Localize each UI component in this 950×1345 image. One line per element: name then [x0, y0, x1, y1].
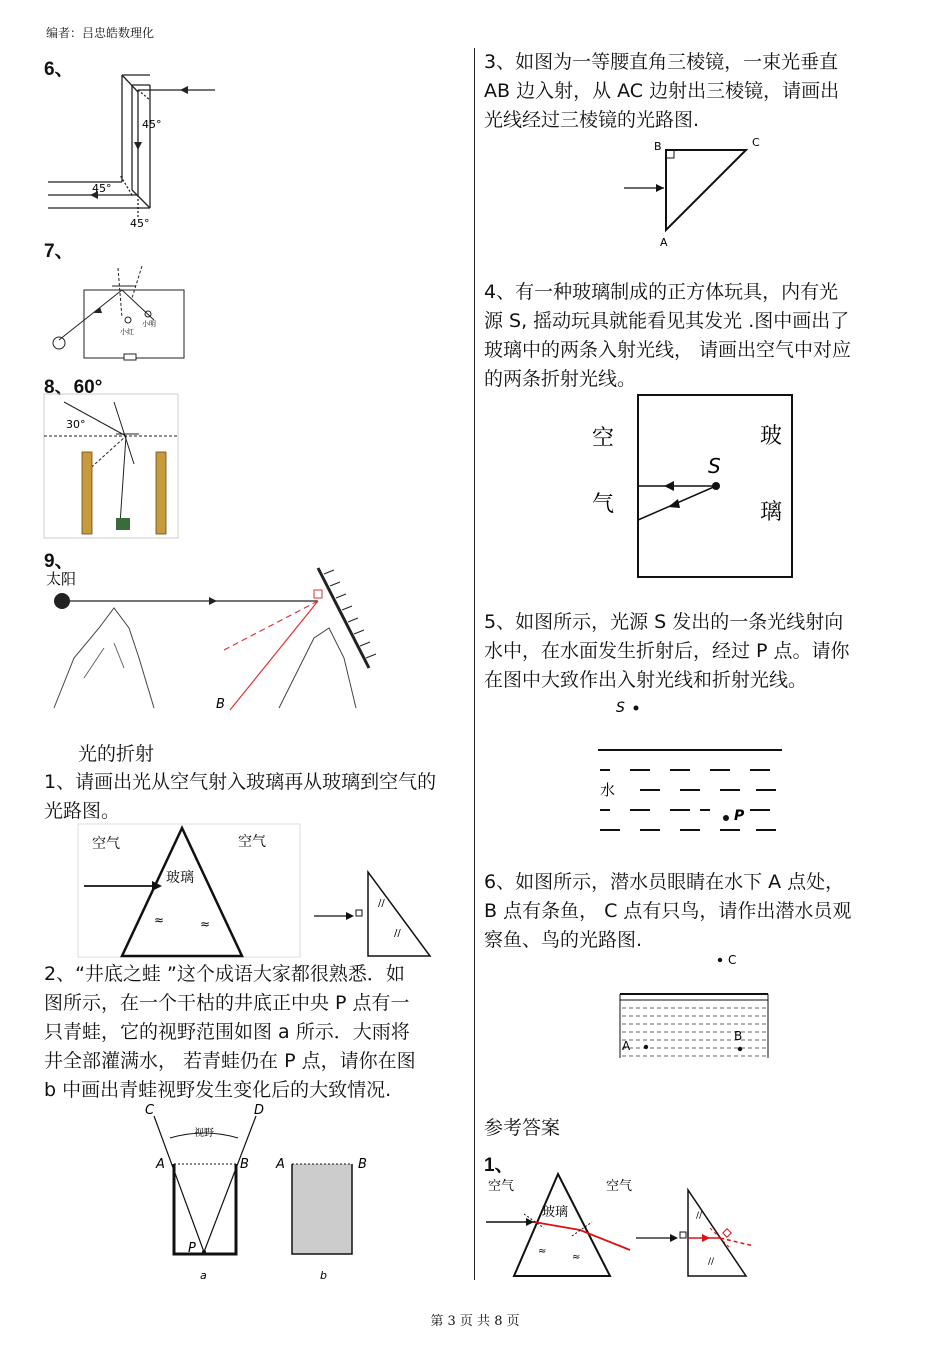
svg-text:≈: ≈ [538, 1246, 547, 1257]
r2-fig-b: b [320, 1269, 327, 1282]
r1-text: 1、请画出光从空气射入玻璃再从玻璃到空气的光路图。 [44, 771, 437, 822]
q9-figure [44, 568, 384, 713]
q7-number: 7、 [44, 241, 74, 262]
r1-glass: 玻璃 [166, 870, 194, 886]
r1-question [44, 768, 439, 826]
answer-air-right: 空气 [606, 1179, 633, 1194]
r3-question [484, 48, 914, 135]
svg-text:≈: ≈ [572, 1252, 581, 1263]
r3-line-2: AB 边入射，从 AC 边射出三棱镜，请画出 [484, 80, 840, 102]
r6-line-1: 6、如图所示，潜水员眼睛在水下 A 点处， [484, 871, 845, 893]
q9-sun-label: 太阳 [46, 570, 77, 588]
q9-point-b: B [216, 697, 225, 712]
column-divider [474, 48, 475, 1280]
answer-glass: 玻璃 [542, 1205, 569, 1220]
r6-line-2: B 点有条鱼， C 点有只鸟，请作出潜水员观 [484, 900, 852, 922]
r6-label-b: B [734, 1029, 743, 1043]
r5-figure [596, 696, 786, 836]
r5-line-1: 5、如图所示，光源 S 发出的一条光线射向 [484, 611, 844, 633]
r2-line-3: 只青蛙，它的视野范围如图 a 所示．大雨将 [44, 1021, 410, 1043]
r2-label-c: C [145, 1103, 155, 1118]
q7-label-a: 小红 [120, 328, 134, 336]
r2-label-b-right: B [358, 1157, 367, 1172]
r4-char-kong: 空 [592, 426, 615, 451]
answer-1-figure [484, 1170, 769, 1282]
q7-figure [44, 258, 194, 363]
r1-air-left: 空气 [92, 836, 120, 852]
r6-line-3: 察鱼、鸟的光路图. [484, 929, 643, 951]
r4-question [484, 278, 914, 394]
q8-number: 8、60° [44, 377, 103, 398]
svg-text://: // [394, 928, 401, 939]
r2-label-b: B [240, 1157, 249, 1172]
r2-label-a-right: A [276, 1157, 285, 1172]
r3-label-b: B [654, 140, 662, 153]
r2-label-a: A [156, 1157, 165, 1172]
r1-air-right: 空气 [238, 834, 266, 850]
r6-label-c: C [728, 953, 737, 967]
r2-fig-a: a [200, 1269, 207, 1282]
r5-water-label: 水 [600, 781, 616, 799]
r3-line-3: 光线经过三棱镜的光路图. [484, 109, 700, 131]
r6-figure [616, 950, 772, 1060]
r5-question [484, 608, 914, 695]
answer-air-left: 空气 [488, 1179, 515, 1194]
r2-line-5: b 中画出青蛙视野发生变化后的大致情况. [44, 1079, 392, 1101]
r3-label-c: C [752, 136, 760, 149]
r2-line-2: 图所示，在一个干枯的井底正中央 P 点有一 [44, 992, 410, 1014]
r5-line-2: 水中，在水面发生折射后，经过 P 点。请你 [484, 640, 850, 662]
q9-number: 9、 [44, 551, 74, 572]
r4-line-2: 源 S, 摇动玩具就能看见其发光 .图中画出了 [484, 310, 850, 332]
r6-question [484, 868, 914, 955]
r4-line-3: 玻璃中的两条入射光线， 请画出空气中对应 [484, 339, 852, 361]
r2-label-p: P [188, 1241, 196, 1256]
q8-figure [44, 394, 179, 539]
svg-text://: // [696, 1211, 703, 1221]
r4-figure [588, 393, 798, 579]
r2-line-1: 2、“井底之蛙 ”这个成语大家都很熟悉．如 [44, 963, 405, 985]
q8-angle: 30° [66, 418, 86, 431]
r6-label-a: A [622, 1039, 631, 1053]
svg-text:≈: ≈ [154, 913, 165, 927]
q6-angle-left: 45° [92, 182, 112, 195]
svg-text://: // [378, 898, 385, 909]
r4-char-bo: 玻 [760, 424, 783, 449]
r4-char-li: 璃 [760, 500, 783, 525]
answers-title: 参考答案 [484, 1117, 561, 1139]
q6-number: 6、 [44, 59, 74, 80]
q6-angle-top: 45° [142, 118, 162, 131]
r1-figure [78, 824, 438, 959]
r5-label-s: S [616, 700, 625, 716]
q7-label-b: 小明 [142, 320, 156, 328]
r2-line-4: 井全部灌满水， 若青蛙仍在 P 点，请你在图 [44, 1050, 416, 1072]
q6-figure [40, 70, 220, 235]
page-header-author: 编者：吕忠皓数理化 [46, 26, 155, 40]
r2-question [44, 960, 464, 1105]
page-footer: 第 3 页 共 8 页 [430, 1314, 520, 1329]
r3-line-1: 3、如图为一等腰直角三棱镜，一束光垂直 [484, 51, 839, 73]
r5-label-p: P [734, 808, 745, 824]
r4-line-4: 的两条折射光线。 [484, 368, 637, 390]
svg-text:≈: ≈ [200, 917, 211, 931]
r4-char-qi: 气 [592, 492, 615, 517]
r3-figure [620, 136, 770, 254]
answers-number: 1、 [484, 1155, 514, 1176]
svg-text://: // [708, 1257, 715, 1267]
r4-label-s: S [708, 454, 721, 478]
r3-label-a: A [660, 236, 668, 249]
r2-view-label: 视野 [194, 1128, 214, 1139]
r2-label-d: D [254, 1103, 265, 1118]
section-title: 光的折射 [78, 743, 155, 765]
sun-icon [54, 593, 70, 609]
r5-line-3: 在图中大致作出入射光线和折射光线。 [484, 669, 808, 691]
r2-figure [142, 1102, 370, 1282]
r4-line-1: 4、有一种玻璃制成的正方体玩具，内有光 [484, 281, 839, 303]
q6-angle-bottom: 45° [130, 217, 150, 230]
